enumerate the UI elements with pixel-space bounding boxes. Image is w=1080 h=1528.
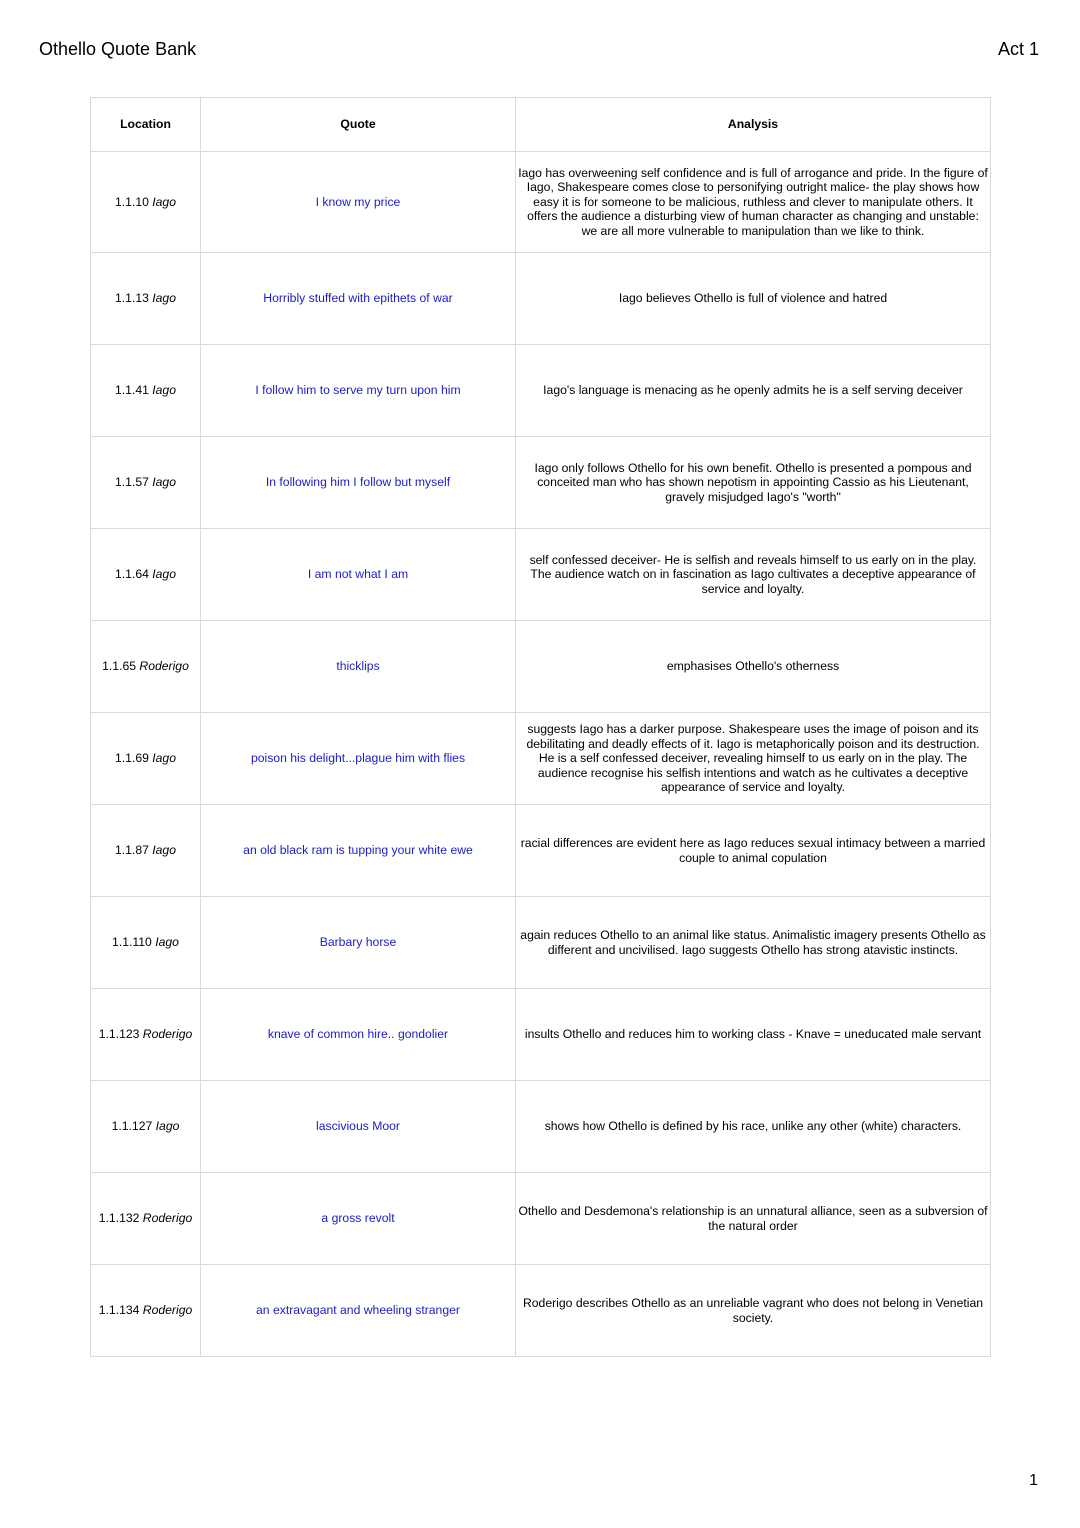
speaker-name: Iago xyxy=(152,567,176,582)
speaker-name: Iago xyxy=(152,843,176,858)
line-reference: 1.1.87 xyxy=(114,843,149,858)
quote-cell: I follow him to serve my turn upon him xyxy=(201,345,516,437)
location-cell xyxy=(91,713,201,805)
analysis-cell: self confessed deceiver- He is selfish and reveals himself to us early on in the play. The audience watch on in fascination as Iago cultivates a deceptive appearance of service and loyalty. xyxy=(516,529,991,621)
analysis-cell: emphasises Othello's otherness xyxy=(516,621,991,713)
line-reference: 1.1.57 xyxy=(114,475,149,490)
location-cell xyxy=(91,529,201,621)
analysis-cell: insults Othello and reduces him to working class - Knave = uneducated male servant xyxy=(516,989,991,1081)
line-reference: 1.1.132 xyxy=(98,1211,140,1226)
line-reference: 1.1.13 xyxy=(114,291,149,306)
table-row xyxy=(91,529,991,621)
analysis-cell: Othello and Desdemona's relationship is an unnatural alliance, seen as a subversion of the natural order xyxy=(516,1173,991,1265)
table-row xyxy=(91,897,991,989)
line-reference: 1.1.127 xyxy=(111,1119,153,1134)
speaker-name: Roderigo xyxy=(139,659,189,674)
page-number: 1 xyxy=(1029,1472,1038,1489)
line-reference: 1.1.10 xyxy=(114,194,149,209)
speaker-name: Roderigo xyxy=(142,1211,193,1226)
analysis-cell: Iago has overweening self confidence and is full of arrogance and pride. In the figure of Iago, Shakespeare comes close to personifying outright malice- the play shows how easy it is for someone to be malicious, ruthless and clever to manipulate others. It offers the audience a disturbing view of human character as changing and unstable: we are all more vulnerable to manipulation than we like to think. xyxy=(516,152,991,253)
location-cell xyxy=(91,805,201,897)
quote-cell: knave of common hire.. gondolier xyxy=(201,989,516,1081)
location-cell xyxy=(91,897,201,989)
line-reference: 1.1.64 xyxy=(114,567,149,582)
table-row xyxy=(91,805,991,897)
column-header-location: Location xyxy=(91,98,201,152)
quote-cell: lascivious Moor xyxy=(201,1081,516,1173)
speaker-name: Iago xyxy=(152,383,176,398)
location-cell xyxy=(91,621,201,713)
quote-cell: poison his delight...plague him with flies xyxy=(201,713,516,805)
document-title: Othello Quote Bank xyxy=(39,39,197,59)
location-cell xyxy=(91,989,201,1081)
quote-cell: Horribly stuffed with epithets of war xyxy=(201,253,516,345)
act-label: Act 1 xyxy=(997,39,1039,59)
line-reference: 1.1.41 xyxy=(114,383,149,398)
speaker-name: Iago xyxy=(152,751,176,766)
column-header-analysis: Analysis xyxy=(516,98,991,152)
quote-cell: an extravagant and wheeling stranger xyxy=(201,1265,516,1357)
location-cell xyxy=(91,152,201,253)
analysis-cell: racial differences are evident here as Iago reduces sexual intimacy between a married couple to animal copulation xyxy=(516,805,991,897)
location-cell xyxy=(91,1265,201,1357)
analysis-cell: again reduces Othello to an animal like status. Animalistic imagery presents Othello as different and uncivilised. Iago suggests Othello has strong atavistic instincts. xyxy=(516,897,991,989)
speaker-name: Iago xyxy=(152,475,176,490)
location-cell xyxy=(91,1081,201,1173)
location-cell xyxy=(91,437,201,529)
line-reference: 1.1.69 xyxy=(114,751,149,766)
analysis-cell: Roderigo describes Othello as an unreliable vagrant who does not belong in Venetian society. xyxy=(516,1265,991,1357)
speaker-name: Iago xyxy=(152,194,176,209)
quote-cell: I am not what I am xyxy=(201,529,516,621)
quote-cell: an old black ram is tupping your white ewe xyxy=(201,805,516,897)
speaker-name: Iago xyxy=(155,1119,180,1134)
analysis-cell: suggests Iago has a darker purpose. Shakespeare uses the image of poison and its debilitating and deadly effects of it. Iago is metaphorically poison and its destruction. He is a self confessed deceiver, revealing himself to us early on in the play. The audience recognise his selfish intentions and watch as he cultivates a deceptive appearance of service and loyalty. xyxy=(516,713,991,805)
analysis-cell: Iago's language is menacing as he openly admits he is a self serving deceiver xyxy=(516,345,991,437)
table-row xyxy=(91,345,991,437)
analysis-cell: Iago believes Othello is full of violence and hatred xyxy=(516,253,991,345)
table-row xyxy=(91,1265,991,1357)
table-row xyxy=(91,253,991,345)
table-row xyxy=(91,713,991,805)
location-cell xyxy=(91,253,201,345)
table-row xyxy=(91,152,991,253)
location-cell xyxy=(91,1173,201,1265)
speaker-name: Iago xyxy=(152,291,176,306)
line-reference: 1.1.110 xyxy=(112,935,152,950)
line-reference: 1.1.134 xyxy=(98,1303,140,1318)
table-row xyxy=(91,989,991,1081)
quote-cell: I know my price xyxy=(201,152,516,253)
line-reference: 1.1.65 xyxy=(102,659,137,674)
quote-cell: Barbary horse xyxy=(201,897,516,989)
quote-table xyxy=(90,97,991,1357)
quote-cell: a gross revolt xyxy=(201,1173,516,1265)
quote-cell: thicklips xyxy=(201,621,516,713)
table-header-row xyxy=(91,98,991,152)
location-cell xyxy=(91,345,201,437)
column-header-quote: Quote xyxy=(201,98,516,152)
table-row xyxy=(91,437,991,529)
table-row xyxy=(91,1173,991,1265)
table-row xyxy=(91,1081,991,1173)
speaker-name: Roderigo xyxy=(142,1303,193,1318)
line-reference: 1.1.123 xyxy=(98,1027,140,1042)
speaker-name: Iago xyxy=(155,935,179,950)
quote-cell: In following him I follow but myself xyxy=(201,437,516,529)
speaker-name: Roderigo xyxy=(142,1027,193,1042)
table-row xyxy=(91,621,991,713)
analysis-cell: shows how Othello is defined by his race, unlike any other (white) characters. xyxy=(516,1081,991,1173)
analysis-cell: Iago only follows Othello for his own benefit. Othello is presented a pompous and conceited man who has shown nepotism in appointing Cassio as his Lieutenant, gravely misjudged Iago's "worth" xyxy=(516,437,991,529)
